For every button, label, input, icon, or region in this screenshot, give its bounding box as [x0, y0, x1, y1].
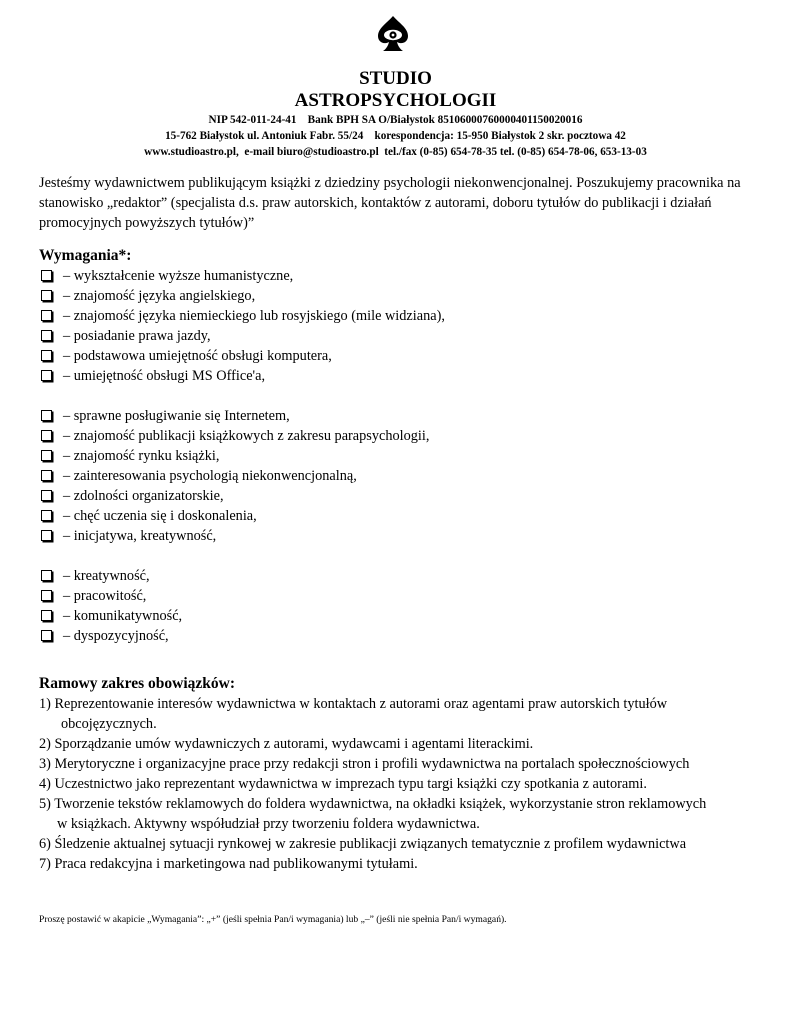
checkbox-icon[interactable]	[41, 510, 52, 521]
requirement-text: – znajomość języka angielskiego,	[63, 288, 256, 304]
requirement-item	[39, 286, 445, 306]
duty-item	[39, 834, 784, 854]
requirement-item	[39, 506, 445, 526]
duty-text: 6) Śledzenie aktualnej sytuacji rynkowej w zakresie publikacji związanych tematycznie z profilem wydawnictwa	[39, 836, 687, 852]
requirement-text: – znajomość publikacji książkowych z zakresu parapsychologii,	[63, 428, 430, 444]
requirement-item	[39, 446, 445, 466]
intro-line: stanowisko „redaktor” (specjalista d.s. praw autorskich, kontaktów z autorami, doboru tytułów do publikacji i działań	[39, 195, 712, 211]
checkbox-icon[interactable]	[41, 370, 52, 381]
requirement-text: – znajomość języka niemieckiego lub rosyjskiego (mile widziana),	[63, 308, 445, 324]
requirement-item	[39, 626, 445, 646]
org-name-line1: STUDIO	[359, 68, 432, 89]
checkbox-icon[interactable]	[41, 350, 52, 361]
requirement-item	[39, 346, 445, 366]
duty-text-continuation: w książkach. Aktywny współudział przy tworzeniu foldera wydawnictwa.	[57, 816, 480, 832]
requirement-text: – umiejętność obsługi MS Office'a,	[63, 368, 266, 384]
requirement-text: – dyspozycyjność,	[63, 628, 169, 644]
requirement-item	[39, 466, 445, 486]
checkbox-icon[interactable]	[41, 570, 52, 581]
requirement-text: – znajomość rynku książki,	[63, 448, 220, 464]
intro-line: promocyjnych powyższych tytułów)”	[39, 215, 255, 231]
requirement-text: – pracowitość,	[63, 588, 147, 604]
duty-item	[39, 794, 784, 834]
requirement-item	[39, 366, 445, 386]
requirement-item	[39, 306, 445, 326]
checkbox-icon[interactable]	[41, 410, 52, 421]
duties-title: Ramowy zakres obowiązków:	[39, 675, 236, 692]
checkbox-icon[interactable]	[41, 590, 52, 601]
duty-text: 1) Reprezentowanie interesów wydawnictwa w kontaktach z autorami oraz agentami praw autorskich tytułów	[39, 696, 668, 712]
duty-item	[39, 754, 784, 774]
requirements-list	[39, 266, 445, 646]
requirement-text: – sprawne posługiwanie się Internetem,	[63, 408, 290, 424]
duty-item	[39, 734, 784, 754]
requirement-item	[39, 606, 445, 626]
spade-eye-logo-icon	[375, 14, 411, 56]
org-name-line2: ASTROPSYCHOLOGII	[294, 90, 497, 111]
duty-text: 7) Praca redakcyjna i marketingowa nad publikowanymi tytułami.	[39, 856, 418, 872]
contact-line-address: 15-762 Białystok ul. Antoniuk Fabr. 55/24 korespondencja: 15-950 Białystok 2 skr. pocztowa 42	[165, 130, 626, 142]
checkbox-icon[interactable]	[41, 610, 52, 621]
duties-list	[39, 694, 784, 874]
duty-text: 4) Uczestnictwo jako reprezentant wydawnictwa w imprezach typu targi książki czy spotkania z autorami.	[39, 776, 647, 792]
requirement-item	[39, 526, 445, 546]
checkbox-icon[interactable]	[41, 270, 52, 281]
contact-line-tax-bank: NIP 542-011-24-41 Bank BPH SA O/Białystok 85106000760000401150020016	[208, 114, 583, 126]
duty-text: 3) Merytoryczne i organizacyjne prace przy redakcji stron i profili wydawnictwa na portalach społecznościowych	[39, 756, 690, 772]
checkbox-icon[interactable]	[41, 290, 52, 301]
checkbox-icon[interactable]	[41, 630, 52, 641]
requirement-item	[39, 586, 445, 606]
duty-item	[39, 774, 784, 794]
checkbox-icon[interactable]	[41, 450, 52, 461]
requirement-text: – komunikatywność,	[63, 608, 183, 624]
duty-text-continuation: obcojęzycznych.	[61, 716, 157, 732]
intro-paragraph	[39, 173, 779, 233]
duty-text: 5) Tworzenie tekstów reklamowych do foldera wydawnictwa, na okładki książek, wykorzystanie stron reklamowych	[39, 796, 707, 812]
checkbox-icon[interactable]	[41, 310, 52, 321]
duty-item	[39, 854, 784, 874]
checkbox-icon[interactable]	[41, 490, 52, 501]
duty-item	[39, 694, 784, 734]
checkbox-icon[interactable]	[41, 430, 52, 441]
requirement-text: – zainteresowania psychologią niekonwencjonalną,	[63, 468, 357, 484]
requirement-item	[39, 266, 445, 286]
requirement-item	[39, 566, 445, 586]
requirement-text: – wykształcenie wyższe humanistyczne,	[63, 268, 294, 284]
requirement-text: – zdolności organizatorskie,	[63, 488, 224, 504]
requirement-text: – podstawowa umiejętność obsługi komputera,	[63, 348, 332, 364]
requirement-item	[39, 486, 445, 506]
requirement-text: – inicjatywa, kreatywność,	[63, 528, 217, 544]
intro-line: Jesteśmy wydawnictwem publikującym książki z dziedziny psychologii niekonwencjonalnej. Poszukujemy pracownika na	[39, 175, 741, 191]
requirement-item	[39, 406, 445, 426]
requirements-title: Wymagania*:	[39, 247, 132, 264]
requirement-item	[39, 426, 445, 446]
requirement-text: – chęć uczenia się i doskonalenia,	[63, 508, 257, 524]
checkbox-icon[interactable]	[41, 330, 52, 341]
footnote: Proszę postawić w akapicie „Wymagania”: „+” (jeśli spełnia Pan/i wymagania) lub „–” (jeśli nie spełnia Pan/i wymagań).	[39, 914, 507, 925]
duty-text: 2) Sporządzanie umów wydawniczych z autorami, wydawcami i agentami literackimi.	[39, 736, 534, 752]
requirement-text: – kreatywność,	[63, 568, 150, 584]
requirement-item	[39, 326, 445, 346]
contact-line-web-phone: www.studioastro.pl, e-mail biuro@studioastro.pl tel./fax (0-85) 654-78-35 tel. (0-85) 654-78-06, 653-13-03	[144, 146, 647, 158]
checkbox-icon[interactable]	[41, 530, 52, 541]
requirement-text: – posiadanie prawa jazdy,	[63, 328, 211, 344]
checkbox-icon[interactable]	[41, 470, 52, 481]
